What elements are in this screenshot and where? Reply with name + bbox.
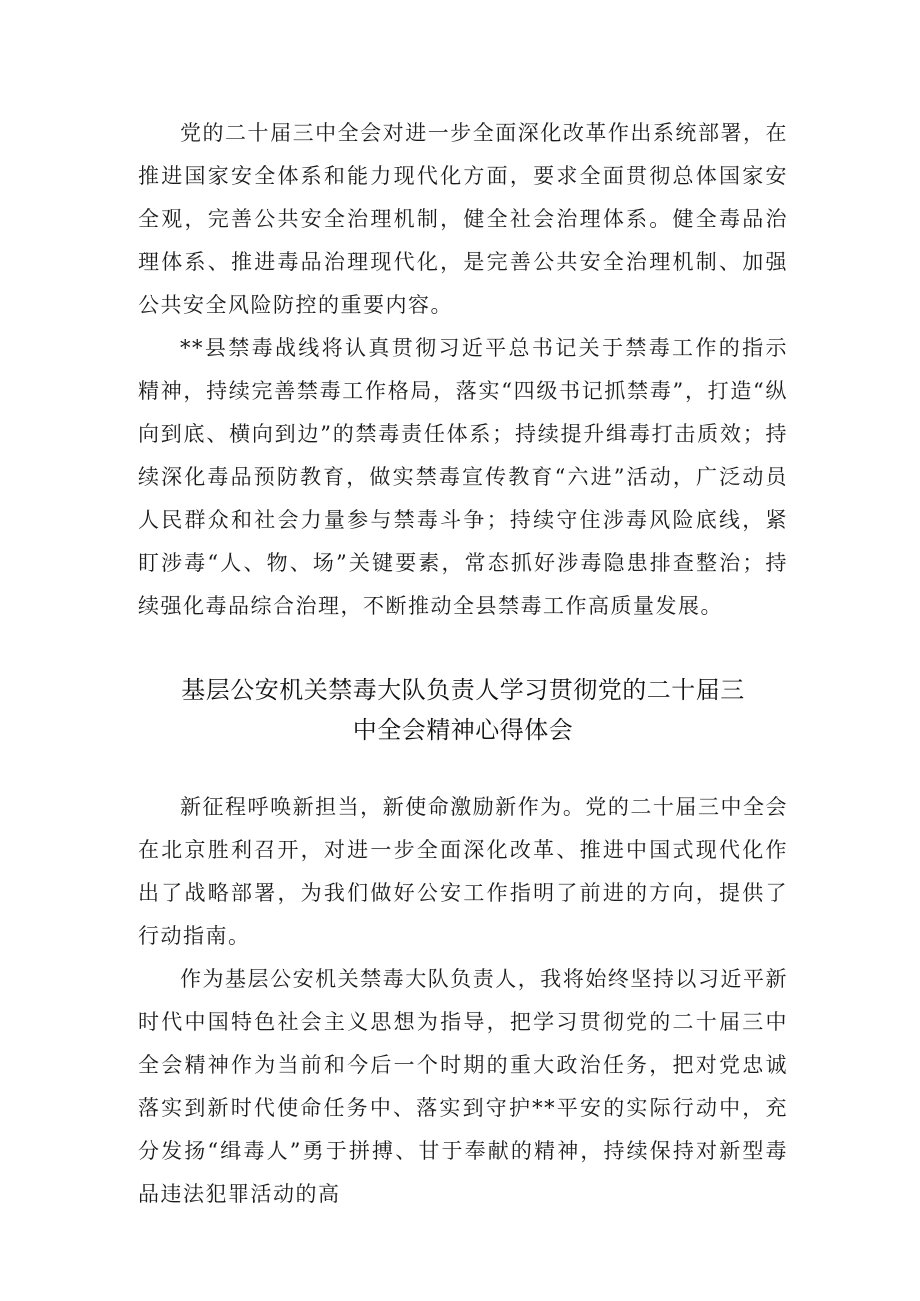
body-paragraph: **县禁毒战线将认真贯彻习近平总书记关于禁毒工作的指示精神，持续完善禁毒工作格局，落实“四级书记抓禁毒”，打造“纵向到底、横向到边”的禁毒责任体系；持续提升缉毒打击质效；持续深化毒品预防教育，做实禁毒宣传教育“六进”活动，广泛动员人民群众和社会力量参与禁毒斗争；持续守住涉毒风险底线，紧盯涉毒“人、物、场”关键要素，常态抓好涉毒隐患排查整治；持续强化毒品综合治理，不断推动全县禁毒工作高质量发展。 — [138, 336, 788, 618]
body-paragraph: 作为基层公安机关禁毒大队负责人，我将始终坚持以习近平新时代中国特色社会主义思想为指导，把学习贯彻党的二十届三中全会精神作为当前和今后一个时期的重大政治任务，把对党忠诚落实到新时代使命任务中、落实到守护**平安的实际行动中，充分发扬“缉毒人”勇于拼搏、甘于奉献的精神，持续保持对新型毒品违法犯罪活动的高 — [138, 967, 788, 1206]
body-paragraph: 新征程呼唤新担当，新使命激励新作为。党的二十届三中全会在北京胜利召开，对进一步全面深化改革、推进中国式现代化作出了战略部署，为我们做好公安工作指明了前进的方向，提供了行动指南。 — [138, 795, 788, 948]
article-title-line-2: 中全会精神心得体会 — [352, 716, 574, 744]
section-article-body — [138, 786, 788, 1216]
body-paragraph: 党的二十届三中全会对进一步全面深化改革作出系统部署，在推进国家安全体系和能力现代化方面，要求全面贯彻总体国家安全观，完善公共安全治理机制，健全社会治理体系。健全毒品治理体系、推进毒品治理现代化，是完善公共安全治理机制、加强公共安全风险防控的重要内容。 — [138, 121, 788, 317]
section-previous-article — [138, 112, 788, 628]
article-title — [138, 670, 788, 750]
article-title-line-1: 基层公安机关禁毒大队负责人学习贯彻党的二十届三 — [181, 676, 745, 704]
document-body — [138, 112, 788, 1216]
